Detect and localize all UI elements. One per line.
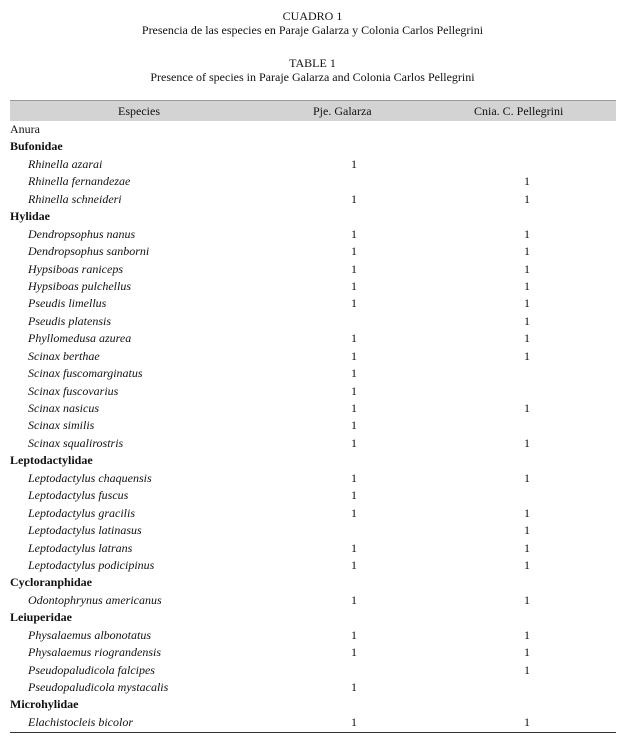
species-row	[10, 540, 616, 557]
pellegrini-presence: 1	[524, 714, 530, 729]
family-row	[10, 609, 616, 626]
galarza-presence: 1	[351, 505, 357, 520]
galarza-presence: 1	[351, 191, 357, 206]
species-name: Leptodactylus chaquensis	[28, 470, 152, 485]
pellegrini-presence: 1	[524, 278, 530, 293]
species-name: Odontophrynus americanus	[28, 592, 162, 607]
family-name: Microhylidae	[10, 697, 79, 712]
pellegrini-presence: 1	[524, 557, 530, 572]
galarza-presence: 1	[351, 435, 357, 450]
family-row	[10, 452, 616, 469]
header-species: Especies	[118, 104, 160, 118]
species-row	[10, 191, 616, 208]
species-name: Elachistocleis bicolor	[28, 714, 133, 729]
family-name: Hylidae	[10, 209, 51, 224]
galarza-presence: 1	[351, 156, 357, 171]
species-row	[10, 435, 616, 452]
family-row	[10, 574, 616, 591]
spanish-title-block	[0, 9, 625, 37]
species-row	[10, 243, 616, 260]
galarza-presence: 1	[351, 418, 357, 433]
pellegrini-presence: 1	[524, 401, 530, 415]
species-name: Leptodactylus fuscus	[28, 488, 129, 503]
pellegrini-presence: 1	[524, 662, 530, 677]
species-name: Leptodactylus latrans	[28, 540, 133, 555]
pellegrini-presence: 1	[524, 244, 530, 259]
pellegrini-presence: 1	[524, 470, 530, 485]
galarza-presence: 1	[351, 348, 357, 363]
species-row	[10, 644, 616, 661]
pellegrini-presence: 1	[524, 226, 530, 241]
galarza-presence: 1	[351, 592, 357, 607]
species-name: Rhinella schneideri	[28, 191, 122, 206]
pellegrini-presence: 1	[524, 174, 530, 189]
species-row	[10, 470, 616, 487]
galarza-presence: 1	[351, 401, 357, 415]
species-name: Hypsiboas pulchellus	[28, 278, 131, 293]
galarza-presence: 1	[351, 383, 357, 398]
species-name: Hypsiboas raniceps	[28, 261, 123, 276]
pellegrini-presence: 1	[524, 645, 530, 660]
galarza-presence: 1	[351, 261, 357, 276]
pellegrini-presence: 1	[524, 331, 530, 346]
species-name: Leptodactylus podicipinus	[28, 557, 155, 572]
galarza-presence: 1	[351, 244, 357, 259]
species-name: Pseudis platensis	[28, 313, 111, 328]
species-row	[10, 592, 616, 609]
species-row	[10, 505, 616, 522]
species-name: Physalaemus riograndensis	[28, 645, 161, 660]
family-row	[10, 696, 616, 713]
family-name: Cycloranphidae	[10, 575, 93, 590]
family-name: Leiuperidae	[10, 610, 72, 625]
species-name: Leptodactylus latinasus	[28, 523, 142, 538]
species-row	[10, 226, 616, 243]
species-row	[10, 173, 616, 190]
pellegrini-presence: 1	[524, 313, 530, 328]
species-name: Scinax berthae	[28, 348, 100, 363]
species-name: Dendropsophus nanus	[28, 226, 136, 241]
header-galarza: Pje. Galarza	[313, 104, 372, 118]
galarza-presence: 1	[351, 278, 357, 293]
species-name: Rhinella azarai	[28, 156, 103, 171]
species-name: Scinax fuscovarius	[28, 383, 119, 398]
species-name: Rhinella fernandezae	[28, 174, 131, 189]
galarza-presence: 1	[351, 488, 357, 503]
galarza-presence: 1	[351, 331, 357, 346]
pellegrini-presence: 1	[524, 592, 530, 607]
galarza-presence: 1	[351, 296, 357, 311]
species-table	[10, 100, 616, 731]
galarza-presence: 1	[351, 366, 357, 381]
family-name: Leptodactylidae	[10, 453, 93, 468]
species-name: Physalaemus albonotatus	[28, 627, 151, 642]
spanish-table-caption: Presencia de las especies en Paraje Galarza y Colonia Carlos Pellegrini	[141, 23, 484, 37]
table-bottom-rule	[10, 732, 616, 733]
spanish-table-number: CUADRO 1	[282, 9, 343, 23]
family-row	[10, 208, 616, 225]
species-row	[10, 679, 616, 696]
species-row	[10, 627, 616, 644]
species-name: Phyllomedusa azurea	[28, 331, 132, 346]
species-name: Leptodactylus gracilis	[28, 505, 135, 520]
species-row	[10, 714, 616, 731]
table-header-row	[10, 100, 616, 121]
species-row	[10, 295, 616, 312]
species-row	[10, 417, 616, 434]
family-name: Bufonidae	[10, 139, 63, 154]
table-body	[10, 121, 616, 731]
galarza-presence: 1	[351, 627, 357, 642]
species-name: Scinax similis	[28, 418, 95, 433]
galarza-presence: 1	[351, 714, 357, 729]
galarza-presence: 1	[351, 470, 357, 485]
galarza-presence: 1	[351, 680, 357, 694]
species-name: Dendropsophus sanborni	[28, 244, 150, 259]
galarza-presence: 1	[351, 645, 357, 660]
order-name: Anura	[10, 122, 40, 136]
pellegrini-presence: 1	[524, 435, 530, 450]
species-name: Scinax nasicus	[28, 401, 99, 415]
pellegrini-presence: 1	[524, 540, 530, 555]
species-row	[10, 522, 616, 539]
species-row	[10, 557, 616, 574]
english-table-caption: Presence of species in Paraje Galarza and Colonia Carlos Pellegrini	[150, 70, 475, 84]
family-row	[10, 138, 616, 155]
species-name: Pseudopaludicola mystacalis	[28, 680, 169, 694]
species-row	[10, 261, 616, 278]
species-name: Scinax fuscomarginatus	[28, 366, 143, 381]
species-row	[10, 313, 616, 330]
species-row	[10, 400, 616, 417]
species-row	[10, 330, 616, 347]
galarza-presence: 1	[351, 226, 357, 241]
species-row	[10, 278, 616, 295]
pellegrini-presence: 1	[524, 261, 530, 276]
species-row	[10, 156, 616, 173]
order-row	[10, 121, 616, 138]
galarza-presence: 1	[351, 557, 357, 572]
species-row	[10, 348, 616, 365]
species-name: Pseudopaludicola falcipes	[28, 662, 155, 677]
pellegrini-presence: 1	[524, 523, 530, 538]
pellegrini-presence: 1	[524, 191, 530, 206]
english-table-number: TABLE 1	[289, 56, 336, 70]
pellegrini-presence: 1	[524, 348, 530, 363]
species-row	[10, 487, 616, 504]
species-row	[10, 383, 616, 400]
english-title-block	[0, 56, 625, 84]
species-name: Pseudis limellus	[28, 296, 107, 311]
species-row	[10, 365, 616, 382]
header-pellegrini: Cnia. C. Pellegrini	[474, 104, 564, 118]
pellegrini-presence: 1	[524, 505, 530, 520]
pellegrini-presence: 1	[524, 296, 530, 311]
species-name: Scinax squalirostris	[28, 435, 124, 450]
pellegrini-presence: 1	[524, 627, 530, 642]
galarza-presence: 1	[351, 540, 357, 555]
species-row	[10, 662, 616, 679]
